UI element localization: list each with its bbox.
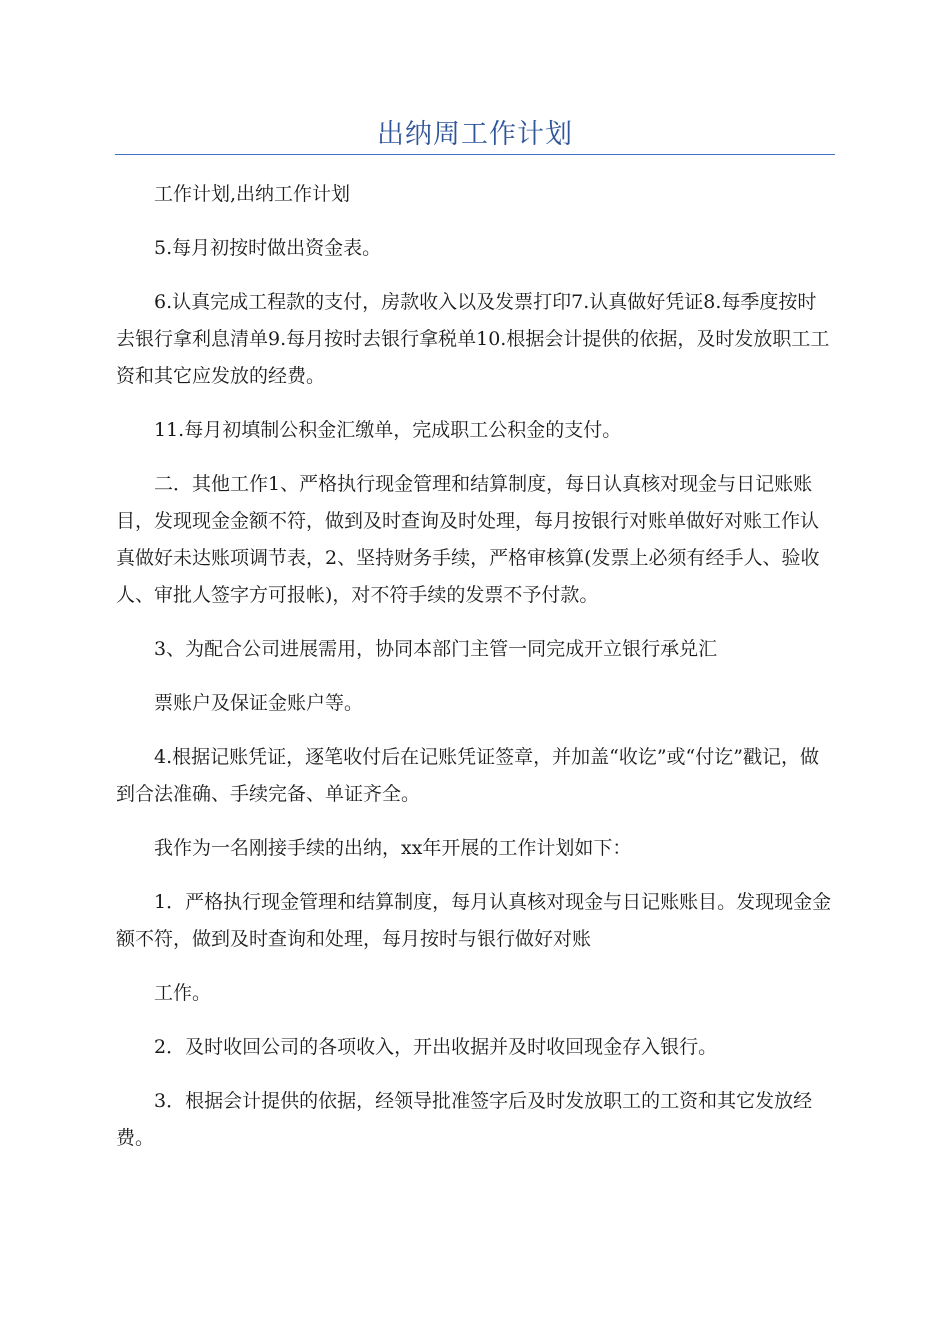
paragraph: 1．严格执行现金管理和结算制度，每月认真核对现金与日记账账目。发现现金金额不符，做到及时查询和处理，每月按时与银行做好对账 <box>116 891 832 950</box>
paragraph: 工作计划,出纳工作计划 <box>154 183 351 205</box>
paragraph: 二．其他工作1、严格执行现金管理和结算制度，每日认真核对现金与日记账账目，发现现金金额不符，做到及时查询及时处理，每月按银行对账单做好对账工作认真做好未达账项调节表，2、坚持财务手续，严格审核算(发票上必须有经手人、验收人、审批人签字方可报帐)，对不符手续的发票不予付款。 <box>116 473 820 606</box>
page-title: 出纳周工作计划 <box>377 119 573 150</box>
paragraph: 我作为一名刚接手续的出纳，xx年开展的工作计划如下： <box>154 837 632 859</box>
title-underline <box>115 154 835 155</box>
paragraph: 6.认真完成工程款的支付，房款收入以及发票打印7.认真做好凭证8.每季度按时去银行拿利息清单9.每月按时去银行拿税单10.根据会计提供的依据，及时发放职工工资和其它应发放的经费。 <box>116 291 830 387</box>
paragraph: 票账户及保证金账户等。 <box>154 692 364 714</box>
paragraph: 11.每月初填制公积金汇缴单，完成职工公积金的支付。 <box>154 419 622 441</box>
paragraph: 2．及时收回公司的各项收入，开出收据并及时收回现金存入银行。 <box>154 1036 718 1058</box>
paragraph: 4.根据记账凭证，逐笔收付后在记账凭证签章，并加盖“收讫”或“付讫”戳记，做到合法准确、手续完备、单证齐全。 <box>116 746 819 805</box>
paragraph: 5.每月初按时做出资金表。 <box>154 237 382 259</box>
paragraph: 3．根据会计提供的依据，经领导批准签字后及时发放职工的工资和其它发放经费。 <box>116 1090 813 1149</box>
paragraph: 工作。 <box>154 982 212 1004</box>
document-body <box>116 176 832 1174</box>
paragraph: 3、为配合公司进展需用，协同本部门主管一同完成开立银行承兑汇 <box>154 638 718 660</box>
